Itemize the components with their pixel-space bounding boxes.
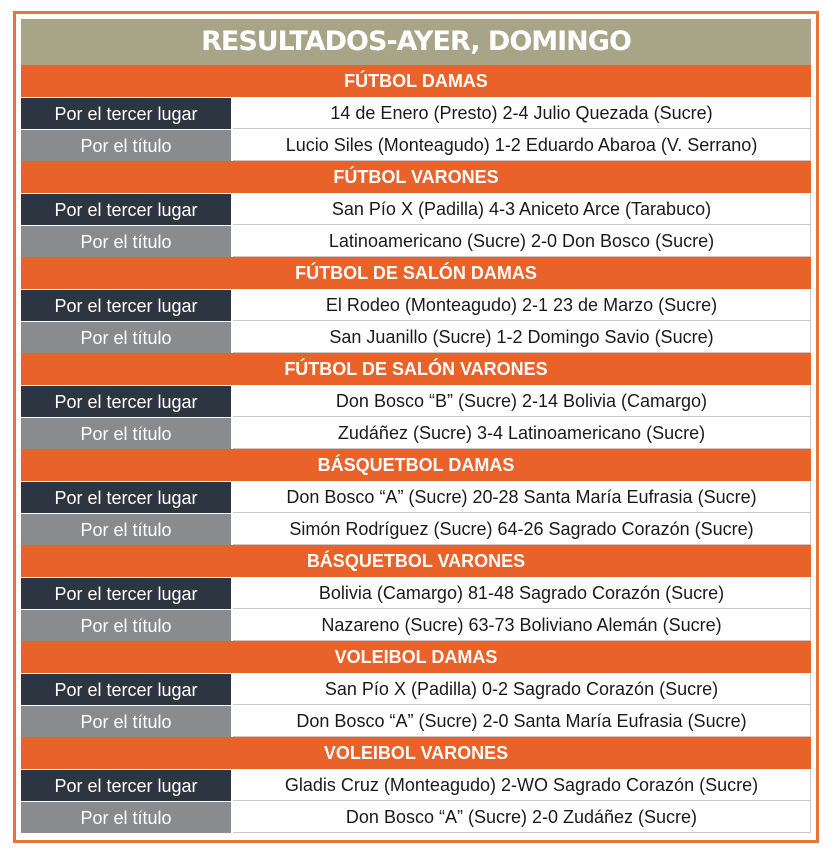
section-header: FÚTBOL DE SALÓN VARONES xyxy=(21,353,811,385)
match-result: Nazareno (Sucre) 63-73 Boliviano Alemán (Sucre) xyxy=(233,609,811,641)
section-header: VOLEIBOL VARONES xyxy=(21,737,811,769)
match-result: Don Bosco “A” (Sucre) 2-0 Santa María Eufrasia (Sucre) xyxy=(233,705,811,737)
section-header: FÚTBOL VARONES xyxy=(21,161,811,193)
table-row xyxy=(21,129,811,161)
table-row xyxy=(21,321,811,353)
table-row xyxy=(21,801,811,833)
table-row xyxy=(21,769,811,801)
row-label: Por el tercer lugar xyxy=(21,577,231,609)
row-label: Por el tercer lugar xyxy=(21,97,231,129)
results-table-frame xyxy=(13,11,819,843)
results-table xyxy=(21,65,811,833)
table-row xyxy=(21,193,811,225)
row-label: Por el título xyxy=(21,129,231,161)
row-label: Por el título xyxy=(21,321,231,353)
row-label: Por el tercer lugar xyxy=(21,769,231,801)
match-result: Don Bosco “A” (Sucre) 20-28 Santa María Eufrasia (Sucre) xyxy=(233,481,811,513)
match-result: Latinoamericano (Sucre) 2-0 Don Bosco (Sucre) xyxy=(233,225,811,257)
section-header: FÚTBOL DAMAS xyxy=(21,65,811,97)
match-result: San Juanillo (Sucre) 1-2 Domingo Savio (Sucre) xyxy=(233,321,811,353)
match-result: El Rodeo (Monteagudo) 2-1 23 de Marzo (Sucre) xyxy=(233,289,811,321)
row-label: Por el título xyxy=(21,609,231,641)
row-label: Por el título xyxy=(21,801,231,833)
match-result: San Pío X (Padilla) 4-3 Aniceto Arce (Tarabuco) xyxy=(233,193,811,225)
match-result: San Pío X (Padilla) 0-2 Sagrado Corazón (Sucre) xyxy=(233,673,811,705)
section-header: BÁSQUETBOL DAMAS xyxy=(21,449,811,481)
table-row xyxy=(21,289,811,321)
match-result: 14 de Enero (Presto) 2-4 Julio Quezada (Sucre) xyxy=(233,97,811,129)
row-label: Por el título xyxy=(21,705,231,737)
table-row xyxy=(21,97,811,129)
row-label: Por el tercer lugar xyxy=(21,193,231,225)
table-row xyxy=(21,609,811,641)
table-row xyxy=(21,513,811,545)
match-result: Don Bosco “B” (Sucre) 2-14 Bolivia (Camargo) xyxy=(233,385,811,417)
table-row xyxy=(21,417,811,449)
table-row xyxy=(21,577,811,609)
row-label: Por el título xyxy=(21,513,231,545)
table-title: RESULTADOS-AYER, DOMINGO xyxy=(21,19,811,65)
match-result: Gladis Cruz (Monteagudo) 2-WO Sagrado Corazón (Sucre) xyxy=(233,769,811,801)
row-label: Por el título xyxy=(21,225,231,257)
section-header: VOLEIBOL DAMAS xyxy=(21,641,811,673)
row-label: Por el tercer lugar xyxy=(21,289,231,321)
match-result: Simón Rodríguez (Sucre) 64-26 Sagrado Corazón (Sucre) xyxy=(233,513,811,545)
match-result: Bolivia (Camargo) 81-48 Sagrado Corazón (Sucre) xyxy=(233,577,811,609)
row-label: Por el tercer lugar xyxy=(21,673,231,705)
table-row xyxy=(21,481,811,513)
table-row xyxy=(21,385,811,417)
match-result: Don Bosco “A” (Sucre) 2-0 Zudáñez (Sucre) xyxy=(233,801,811,833)
row-label: Por el tercer lugar xyxy=(21,385,231,417)
table-row xyxy=(21,705,811,737)
table-row xyxy=(21,673,811,705)
match-result: Lucio Siles (Monteagudo) 1-2 Eduardo Abaroa (V. Serrano) xyxy=(233,129,811,161)
table-row xyxy=(21,225,811,257)
match-result: Zudáñez (Sucre) 3-4 Latinoamericano (Sucre) xyxy=(233,417,811,449)
row-label: Por el tercer lugar xyxy=(21,481,231,513)
section-header: BÁSQUETBOL VARONES xyxy=(21,545,811,577)
row-label: Por el título xyxy=(21,417,231,449)
section-header: FÚTBOL DE SALÓN DAMAS xyxy=(21,257,811,289)
